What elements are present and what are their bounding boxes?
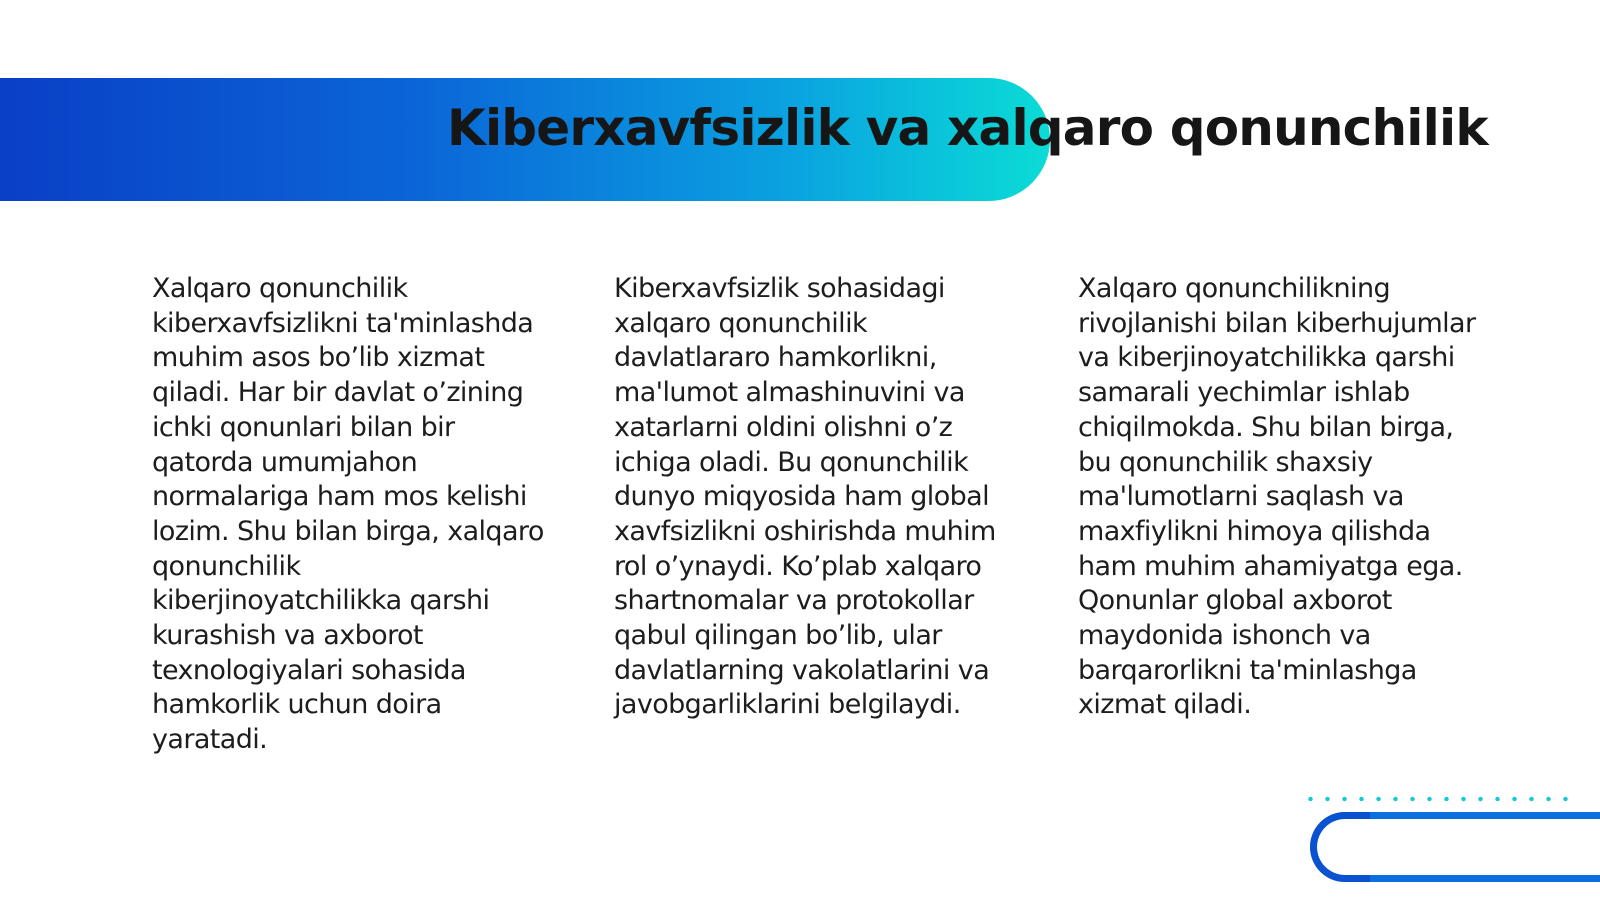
body-column-1: Xalqaro qonunchilik kiberxavfsizlikni ta'minlashda muhim asos bo’lib xizmat qiladi. Har bir davlat o’zining ichki qonunlari bilan bir qatorda umumjahon normalariga ham mos kelishi lozim. Shu bilan birga, xalqaro qonunchilik kiberjinoyatchilikka qarshi kurashish va axborot texnologiyalari sohasida hamkorlik uchun doira yaratadi. [152,273,544,756]
decorative-pill-outline [1310,812,1600,882]
decorative-dots [1302,796,1572,802]
body-column-3: Xalqaro qonunchilikning rivojlanishi bilan kiberhujumlar va kiberjinoyatchilikka qarshi samarali yechimlar ishlab chiqilmokda. Shu bilan birga, bu qonunchilik shaxsiy ma'lumotlarni saqlash va maxfiylikni himoya qilishda ham muhim ahamiyatga ega. Qonunlar global axborot maydonida ishonch va barqarorlikni ta'minlashga xizmat qiladi. [1078,273,1476,721]
body-column-2: Kiberxavfsizlik sohasidagi xalqaro qonunchilik davlatlararo hamkorlikni, ma'lumot almashinuvini va xatarlarni oldini olishni o’z ichiga oladi. Bu qonunchilik dunyo miqyosida ham global xavfsizlikni oshirishda muhim rol o’ynaydi. Ko’plab xalqaro shartnomalar va protokollar qabul qilingan bo’lib, ular davlatlarning vakolatlarini va javobgarliklarini belgilaydi. [614,273,996,721]
slide-title: Kiberxavfsizlik va xalqaro qonunchilik [447,99,1488,157]
